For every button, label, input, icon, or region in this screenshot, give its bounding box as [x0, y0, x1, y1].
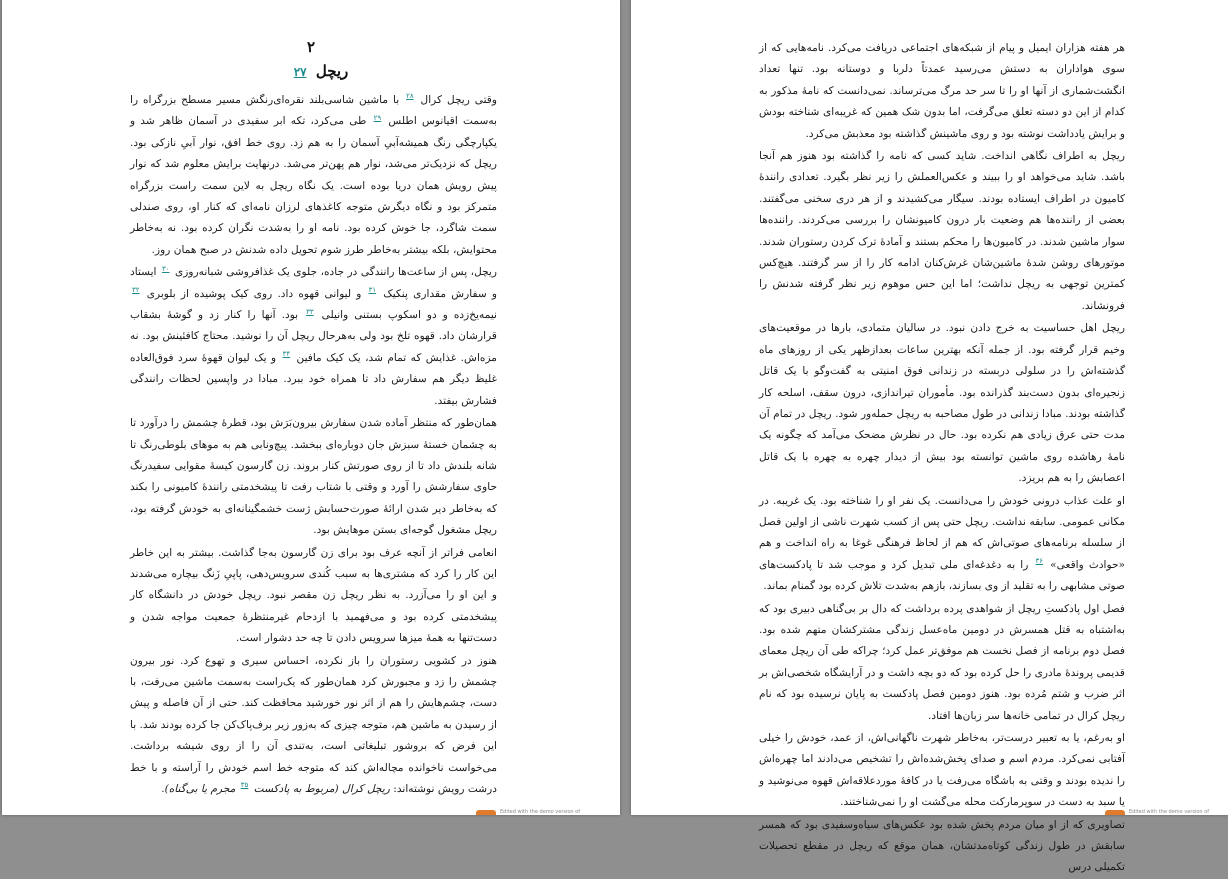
emphasis-text: ریچل کرال (مربوط به پادکست: [250, 783, 390, 795]
footnote-link[interactable]: ۳۴: [282, 350, 291, 359]
right-page-footer: [1105, 810, 1225, 815]
footnote-link[interactable]: ۳۵: [240, 781, 249, 790]
body-paragraph: [130, 543, 497, 650]
body-paragraph: [759, 491, 1125, 598]
footnote-link[interactable]: ۳۳: [306, 307, 314, 316]
paragraph-text: هنوز در کشویی رستوران را باز نکرده، احساس سیری و تهوع کرد. نور بیرون چشمش را زد و مجبورش کرد همان‌طور که یک‌راست به‌سمت ماشین می‌رفت، با دست، چشم‌هایش را هم از اثر نور خورشید محافظت کند. حتی از آن فاصله و پیش از رسیدن به ماشین هم، متوجه چیزی که به‌زور زیر برف‌پاک‌کن جا کرده بودند شد. با این فرض که بروشور تبلیغاتی است، به‌تندی آن را از روی شیشه برداشت. می‌خواست ناخوانده مچاله‌اش کند که متوجه خط اسم خودش را آراسته و با خط درشت رویش نوشته‌اند:: [130, 654, 497, 795]
paragraph-text: بود. آنها را کنار زد و گوشهٔ بشقاب قرارشان داد. قهوه تلخ بود ولی به‌هرحال ریچل آن را نوشید. محتاج کافئینش بود. نه مزه‌اش. غذایش که تمام شد، یک کیک مافین: [130, 309, 497, 364]
right-page-body: [759, 38, 1125, 879]
left-page: [2, 0, 620, 815]
paragraph-text: هر هفته هزاران ایمیل و پیام از شبکه‌های اجتماعی دریافت می‌کرد. نامه‌هایی که از سوی هواداران به دستش می‌رسید عمدتاً دلربا و دوستانه بود. تنها تعداد انگشت‌شماری از آنها او را تا سر حد مرگ می‌ترساند. نمی‌دانست که نامهٔ مذکور به کدام از این دو دسته تعلق می‌گرفت، اما بدون شک همین که غریبه‌ای شناخته بودش و برایش یادداشت نوشته بود و روی ماشینش گذاشته بود معذبش می‌کرد.: [759, 42, 1125, 140]
chapter-title-footnote[interactable]: ۲۷: [293, 65, 307, 79]
paragraph-text: .: [161, 783, 165, 795]
paragraph-text: ایستاد و سفارش مقداری پنکیک: [130, 266, 497, 300]
footnote-link[interactable]: ۳۲: [132, 286, 140, 295]
body-paragraph: [759, 815, 1125, 879]
paragraph-text: ریچل به اطراف نگاهی انداخت. شاید کسی که نامه را گذاشته بود هنوز هم آنجا باشد. شاید می‌خواهد او را ببیند و عکس‌العملش را زیر نظر بگیرد. تعدادی رانندهٔ کامیون در اطراف ایستاده بودند. سیگار می‌کشیدند و از هر دری سخنی می‌گفتند. بعضی از راننده‌ها هم وضعیت بار درون کامیونشان را بررسی می‌کردند. راننده‌ها سوار ماشین شدند. در کامیون‌ها را محکم بستند و آمادهٔ ترک کردن رستوران شدند. موتورهای روشن شدهٔ ماشین‌شان غرش‌کنان ادامه کار را از سر گرفتند. هیچ‌کس کمترین توجهی به ریچل نداشت؛ اما این حس موهوم زیر نظر گرفته شدنش را فرونشاند.: [759, 150, 1125, 312]
paragraph-text: ریچل اهل حساسیت به خرج دادن نبود. در سالیان متمادی، بارها در موقعیت‌های وخیم قرار گرفته بود. از جمله آنکه بهترین ساعات بعدازظهر یکی از روزهای ماه گذشته‌اش را در سلولی دربسته در زندانی فوق امنیتی به گفت‌وگو با یک قاتل زنجیره‌ای بدون دست‌بند گذرانده بود. مأموران تیراندازی، درون سقف، اسلحه کار گذاشته بودند. مبادا زندانی در طول مصاحبه به ریچل حمله‌ور شود. ریچل در تمام آن مدت حتی عرق زیادی هم نکرده بود. حال در نظرش مضحک می‌آمد که چگونه یک نامهٔ رهاشده روی ماشین توانسته بود بیش از دیدار چهره به چهره با یک قاتل اعصابش را به هم بریزد.: [759, 322, 1125, 485]
paragraph-text: را به دغدغه‌ای ملی تبدیل کرد و موجب شد تا پادکست‌های صوتی مشابهی را به تقلید از وی بسازند، بازهم به‌شدت تلاش کرده بود گمنام بماند.: [759, 558, 1125, 593]
footnote-link[interactable]: ۳۱: [368, 286, 377, 295]
body-paragraph: [130, 413, 497, 541]
paragraph-text: و یک لیوان قهوهٔ سرد فوق‌العاده غلیظ دیگر هم سفارش داد تا همراه خود ببرد. مبادا در واپسین لحظات رانندگی فشارش بیفتد.: [130, 351, 497, 407]
body-paragraph: [759, 146, 1125, 317]
emphasis-text: مجرم یا بی‌گناه): [164, 783, 239, 795]
footnote-link[interactable]: ۲۹: [373, 113, 382, 122]
paragraph-text: با ماشین شاسی‌بلند نقره‌ای‌رنگش مسیر مسطح بزرگراه را به‌سمت اقیانوس اطلس: [130, 94, 497, 128]
paragraph-text: وقتی ریچل کرال: [415, 94, 497, 106]
right-page: [631, 0, 1228, 874]
body-paragraph: [759, 599, 1125, 727]
body-paragraph: [759, 728, 1125, 814]
footer-watermark-text: Edited with the demo version of: [500, 809, 581, 815]
paragraph-text: همان‌طور که منتظر آماده شدن سفارش بیرون‌بَرَش بود، قطرهٔ چشمش را درآورد تا به چشمان خستهٔ سبزش جان دوباره‌ای ببخشد. پیچ‌ونابی هم به موهای بلوطی‌رنگ تا شانه بلندش داد تا از روی صورتش کنار بروند. زن گارسون کیسهٔ مقوایی سفیدرنگ حاوی سفارشش را آورد و وقتی با شتاب رفت تا پیشخدمتی رانندهٔ کامیونی را بکند که به‌خاطر دیر شدن ارائهٔ صورت‌حسابش ژست خشمگینانه‌ای به خودش گرفته بود، ریچل مشغول گوجه‌ای بستن موهایش بود.: [130, 417, 497, 537]
footnote-link[interactable]: ۳۶: [1035, 557, 1044, 566]
paragraph-text: تصاویری که از او میان مردم پخش شده بود عکس‌های سیاه‌وسفیدی بود که همسر سابقش در طول زندگی کوتاه‌مدتشان، همان موقع که ریچل در مقطع تحصیلات تکمیلی درس: [759, 818, 1125, 874]
body-paragraph: [759, 318, 1125, 489]
paragraph-text: او به‌رغم، یا به تعبیر درست‌تر، به‌خاطر شهرت ناگهانی‌اش، از عمد، خودش را خیلی آفتابی نمی‌کرد. مردم اسم و صدای پخش‌شده‌اش را تشخیص می‌دادند اما چهره‌اش را ندیده بودند و وقتی به باشگاه می‌رفت یا در کافهٔ موردعلاقه‌اش قهوه می‌نوشید و یا سبد به دست در سوپرمارکت محله می‌گشت او را نمی‌شناختند.: [759, 732, 1125, 809]
body-paragraph: [130, 262, 497, 412]
paragraph-text: ریچل، پس از ساعت‌ها رانندگی در جاده، جلوی یک غذافروشی شبانه‌روزی: [171, 266, 497, 279]
body-paragraph: [130, 651, 497, 801]
footnote-link[interactable]: ۳۰: [161, 264, 170, 273]
footnote-link[interactable]: ۲۸: [406, 92, 414, 101]
paragraph-text: و لیوانی قهوه داد. روی کیک پوشیده از بلوبری: [141, 287, 367, 300]
chapter-number: ۲: [306, 38, 316, 56]
chapter-title-text: ریچل: [315, 62, 349, 80]
editor-logo-icon: [476, 810, 496, 815]
paragraph-text: نیمه‌یخ‌زده و دو اسکوپ بستنی وانیلی: [315, 309, 497, 322]
editor-logo-icon: [1105, 810, 1125, 815]
paragraph-text: طی می‌کرد، تکه ابر سفیدی در آسمان ظاهر شد و یکپارچگی رنگ همیشه‌آبیِ آسمان را به هم زد. روی خط افق، نوار آبیِ نازکی بود. ریچل که نزدیک‌تر می‌شد، نوار هم پهن‌تر می‌شد. درنهایت برایش معلوم شد که نوار پیش رویش همان دریا بوده است. یک نگاه ریچل به لاین سمت راست بزرگراه متمرکز بود و نگاه دیگرش متوجه کاغذهای لرزان نامه‌ای که کنار او، روی صندلی سمت شاگرد، جا خوش کرده بود. نامه او را به‌شدت نگران کرده بود. نه به‌خاطر محتوایش، بلکه بیشتر به‌خاطر طرز شوم تحویل داده شدنش در صبح همان روز.: [130, 115, 497, 256]
paragraph-text: انعامی فراتر از آنچه عرف بود برای زن گارسون به‌جا گذاشت. بیشتر به این خاطر این کار را کرد که مشتری‌ها به سبب کُندی سرویس‌دهی، پاپیِ زَنگ بیچاره می‌شدند و این او را می‌آزرد. به نظر ریچل زن مقصر نبود. ریچل خودش در دانشگاه کار پیشخدمتی کرده بود و می‌فهمید با ازدحام غیرمنتظرهٔ جمعیت مواجه شدن و دست‌تنها به همهٔ میزها سرویس دادن تا چه حد دشوار است.: [130, 546, 497, 645]
footer-watermark-text: Edited with the demo version of: [1129, 809, 1210, 815]
left-page-footer: [476, 810, 596, 815]
paragraph-text: او علت عذاب درونی خودش را می‌دانست. یک نفر او را شناخته بود. یک غریبه. در مکانی عمومی. سابقه نداشت. ریچل حتی پس از کسب شهرت ناشی از اولین فصل از سلسله برنامه‌های صوتی‌اش که هم از لحاظ فرهنگی غوغا به راه انداخت و هم «حوادث واقعی»: [759, 494, 1125, 571]
body-paragraph: [130, 90, 497, 261]
chapter-title: [2, 62, 620, 80]
paragraph-text: فصل اول پادکستِ ریچل از شواهدی پرده برداشت که دال بر بی‌گناهی دبیری بود که به‌اشتباه به قتل همسرش در دومین ماه‌عسل زندگی مشترکشان متهم شده بود. فصل دوم برنامه از فصل نخست هم موفق‌تر عمل کرد؛ چراکه طی آن ریچل معمای قدیمی پروندهٔ مادری را حل کرده بود که دو بچه داشت و در آرایشگاه شخصی‌اش بر اثر ضرب و شتم مُرده بود. هنوز دومین فصل پادکست به پایان نرسیده بود که نام ریچل کرال در تمامی خانه‌ها سر زبان‌ها افتاد.: [759, 602, 1125, 722]
left-page-body: [130, 90, 497, 800]
body-paragraph: [759, 38, 1125, 145]
